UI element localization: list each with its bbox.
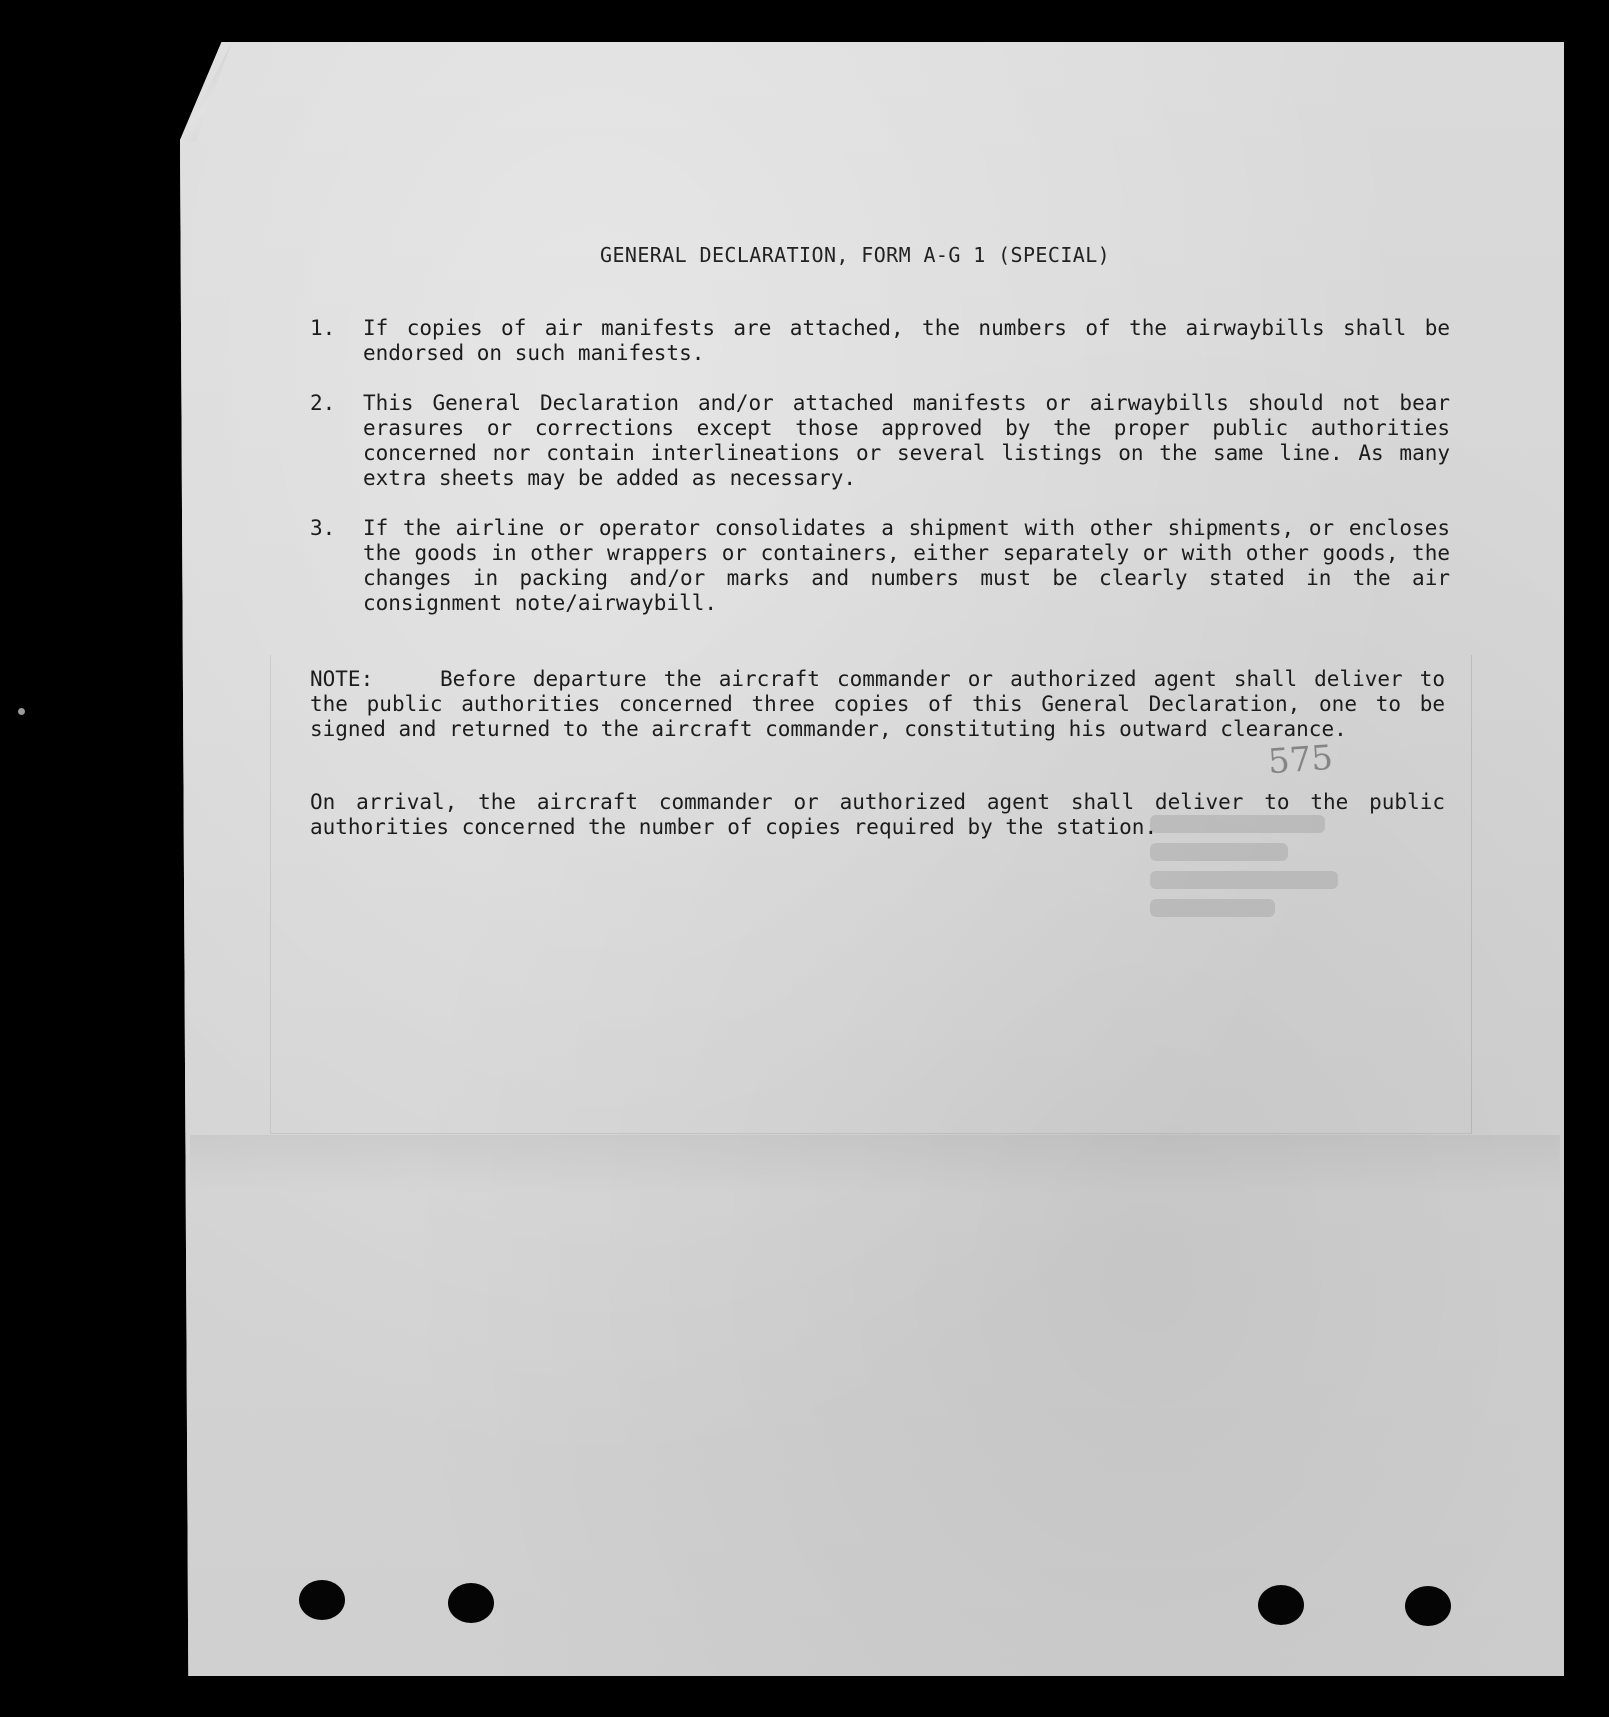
instruction-number: 1. <box>310 316 336 340</box>
instruction-text: If the airline or operator consolidates a shipment with other shipments, or encloses the goods in other wrappers or containers, either separately or with other goods, the changes in packing and/or marks and numbers must be clearly stated in the air consignment note/airwaybill. <box>363 516 1450 615</box>
punch-hole <box>448 1583 494 1623</box>
fold-shadow <box>190 1135 1560 1195</box>
instruction-number: 3. <box>310 516 336 540</box>
form-title: GENERAL DECLARATION, FORM A-G 1 (SPECIAL) <box>600 243 1111 267</box>
note-paragraph <box>310 667 1445 742</box>
arrival-text: On arrival, the aircraft commander or authorized agent shall deliver to the public authorities concerned the number of copies required by the station. <box>310 790 1445 839</box>
scan-speck <box>18 708 25 715</box>
instruction-item <box>310 516 1450 616</box>
note-text: Before departure the aircraft commander or authorized agent shall deliver to the public authorities concerned three copies of this General Declaration, one to be signed and returned to the aircraft commander, constituting his outward clearance. <box>310 667 1445 741</box>
instruction-item <box>310 316 1450 366</box>
handwritten-number: 575 <box>1266 737 1335 783</box>
instruction-number: 2. <box>310 391 336 415</box>
instruction-text: If copies of air manifests are attached, the numbers of the airwaybills shall be endorsed on such manifests. <box>363 316 1450 365</box>
note-label: NOTE: <box>310 667 374 691</box>
instruction-text: This General Declaration and/or attached manifests or airwaybills should not bear erasures or corrections except those approved by the proper public authorities concerned nor contain interlineations or several listings on the same line. As many extra sheets may be added as necessary. <box>363 391 1450 490</box>
instruction-item <box>310 391 1450 491</box>
punch-hole <box>299 1580 345 1620</box>
instructions-list <box>310 316 1450 641</box>
punch-hole <box>1405 1586 1451 1626</box>
punch-hole <box>1258 1585 1304 1625</box>
arrival-paragraph <box>310 790 1445 840</box>
